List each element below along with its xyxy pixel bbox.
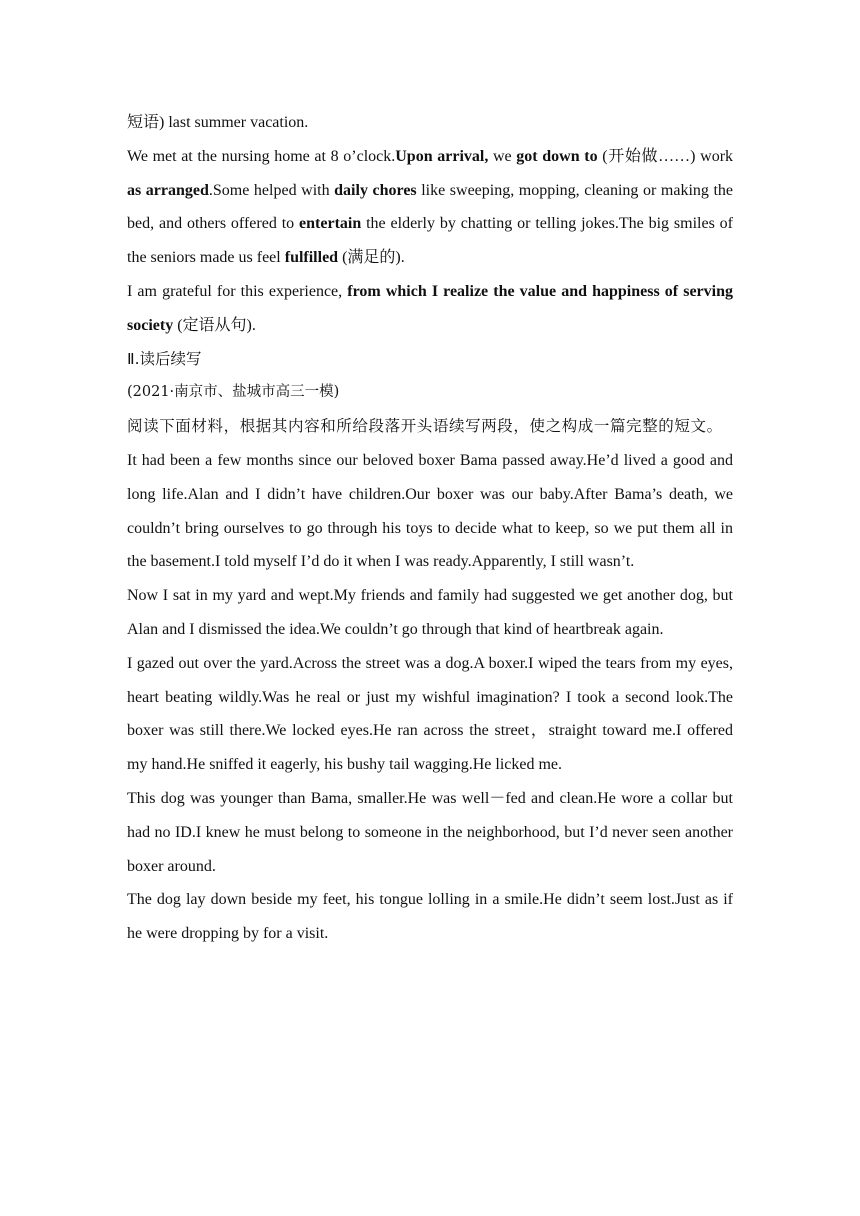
bold-phrase: fulfilled <box>284 249 339 267</box>
nursing-home-paragraph <box>127 140 733 275</box>
text-run: we <box>488 147 517 165</box>
bold-phrase: as arranged <box>127 181 209 199</box>
gratitude-paragraph <box>127 275 733 343</box>
story-paragraph: This dog was younger than Bama, smaller.He was well－fed and clean.He wore a collar but had no ID.I knew he must belong to someone in the neighborhood, but I’d never seen another boxer around. <box>127 789 733 875</box>
document-page <box>127 106 733 951</box>
text-run: We met at the nursing home at 8 o’clock. <box>127 147 396 165</box>
story-paragraph: Now I sat in my yard and wept.My friends and family had suggested we get another dog, but Alan and I dismissed the idea.We couldn’t go through that kind of heartbreak again. <box>127 587 733 638</box>
instruction-text: 阅读下面材料，根据其内容和所给段落开头语续写两段，使之构成一篇完整的短文。 <box>127 417 723 436</box>
bold-phrase: entertain <box>299 215 362 233</box>
bold-phrase: daily chores <box>334 181 417 199</box>
source-note: (2021·南京市、盐城市高三一模) <box>127 384 340 401</box>
bold-phrase: got down to <box>516 147 598 165</box>
story-paragraph: The dog lay down beside my feet, his tongue lolling in a smile.He didn’t seem lost.Just as if he were dropping by for a visit. <box>127 891 733 943</box>
story-paragraph: I gazed out over the yard.Across the street was a dog.A boxer.I wiped the tears from my eyes, heart beating wildly.Was he real or just my wishful imagination? I took a second look.The boxer was still there.We locked eyes.He ran across the street，straight toward me.I offered my hand.He sniffed it eagerly, his bushy tail wagging.He licked me. <box>127 654 733 774</box>
text-run: (定语从句). <box>173 316 256 334</box>
bold-phrase: from which I realize the value and happiness of serving society <box>127 282 733 334</box>
text-run: (满足的). <box>338 249 405 267</box>
fragment-line: 短语) last summer vacation. <box>127 114 309 131</box>
text-run: (开始做……) work <box>597 147 734 165</box>
bold-phrase: Upon arrival, <box>395 147 489 165</box>
text-run: the elderly by chatting or telling jokes.The big smiles of the seniors made us feel <box>127 215 734 267</box>
text-run: .Some helped with <box>208 181 335 199</box>
story-paragraph: It had been a few months since our beloved boxer Bama passed away.He’d lived a good and long life.Alan and I didn’t have children.Our boxer was our baby.After Bama’s death, we couldn’t bring ourselves to go through his toys to decide what to keep, so we put them all in the basement.I told myself I’d do it when I was ready.Apparently, I still wasn’t. <box>127 451 733 571</box>
section-heading: Ⅱ.读后续写 <box>127 349 202 368</box>
text-run: like sweeping, mopping, cleaning or making the bed, and others offered to <box>127 181 734 233</box>
text-run: I am grateful for this experience, <box>127 282 348 300</box>
